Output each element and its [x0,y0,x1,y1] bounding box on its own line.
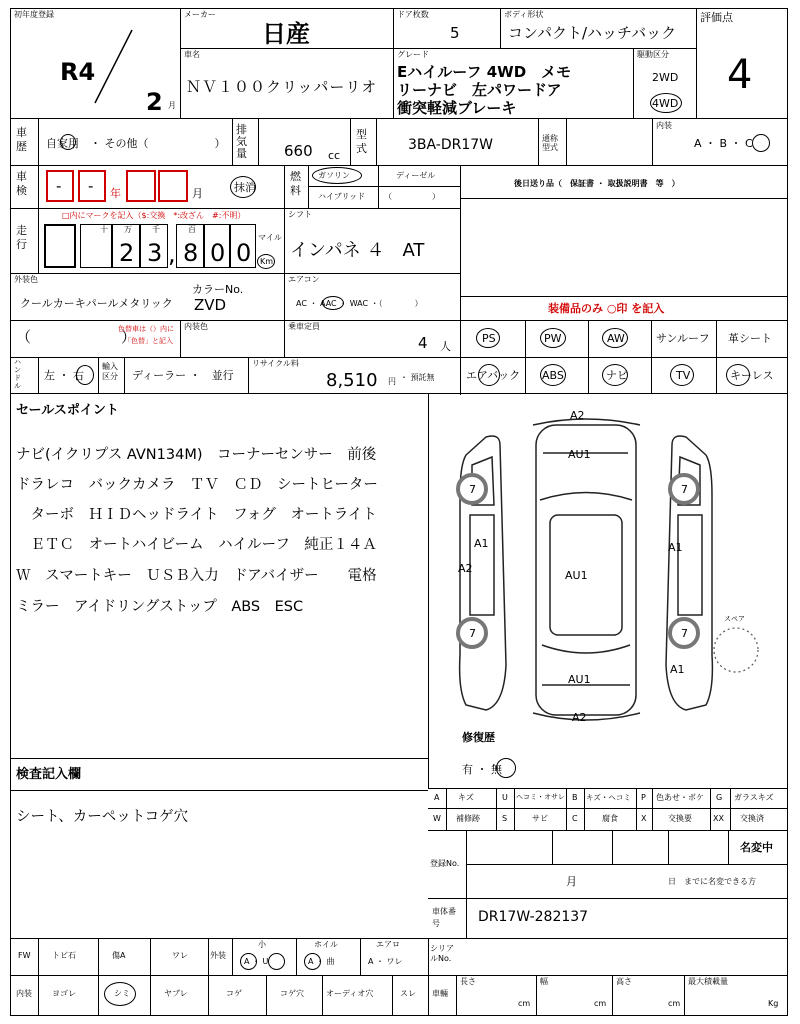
inspection-expired-circle [230,176,256,198]
equipment-tv: TV [676,369,691,382]
drive-4wd-circle [650,93,682,113]
legend-code: XX [713,814,724,823]
legend-desc: キズ [458,793,474,802]
inspection-label: 車検 [16,170,27,197]
aero-label: エアロ [376,940,400,949]
legend-desc: 交換要 [668,814,692,823]
sales-line: ターボ ＨＩＤヘッドライト フォグ オートライト [16,507,377,523]
mileage-hyaku-unit: 百 [188,225,196,234]
fw-crack-a: 傷A [112,951,126,960]
displacement-label: 排気量 [236,123,247,160]
equipment-aw: AW [607,332,625,345]
drive-label: 駆動区分 [637,50,669,59]
capacity-value: 4 [418,334,428,352]
legend-code: C [572,814,578,823]
cc-unit: cc [328,149,341,162]
equipment-abs-circle [540,364,566,386]
equipment-navi: ナビ [606,369,628,382]
legend-desc: ガラスキズ [734,793,774,802]
grade-line-1: Eハイルーフ 4WD メモ [397,63,572,81]
registration-name-change: 名変中 [740,841,773,854]
doors-value: 5 [450,24,460,42]
aircon-value: AC ・ AAC ・ WAC ・（ ） [296,299,423,308]
grade-line-2: リーナビ 左パワードア [397,81,562,99]
documents-label: 後日送り品（ 保証書 ・ 取扱説明書 等 ） [514,179,680,188]
inspection-year-box-1: - [46,170,74,202]
inspection-year-box-2: - [78,170,106,202]
interior-burn-hole: コゲ穴 [280,989,304,998]
mile-label: マイル [258,233,282,242]
inspection-expired: 抹消 [234,181,256,194]
max-load-label: 最大積載量 [688,977,728,986]
equipment-sunroof: サンルーフ [656,332,710,345]
inspection-month-box-1 [126,170,156,202]
inspection-note: シート、カーペットコゲ穴 [16,809,189,825]
sales-line: ナビ(イクリプス AVN134M) コーナーセンサー 前後 [16,447,377,463]
displacement-value: 660 [284,142,313,160]
mark-au1-center: AU1 [565,569,588,582]
mark-au1-top: AU1 [568,448,591,461]
history-value: 自家用 ・ その他（ ） [46,137,226,150]
import-value: ディーラー ・ 並行 [132,369,234,382]
first-reg-label: 初年度登録 [14,10,54,19]
mark-wheel-rl: 7 [469,627,476,640]
exterior-color-label: 外装色 [14,275,38,284]
recycle-value: 8,510 [326,370,378,391]
sales-line: ドラレコ バックカメラ ＴＶ ＣＤ シートヒーター [16,477,378,493]
car-damage-diagram [438,405,788,735]
mileage-digit-5: 0 [204,224,230,268]
first-reg-slash [10,8,190,118]
equipment-airbag: エアバック [466,369,521,382]
small-label: 小 [258,940,266,949]
vin-label: 車体番号 [432,907,456,928]
equipment-tv-circle [670,364,694,386]
interior-burn: コゲ [226,989,242,998]
handle-value: 左 ・ 右 [44,369,84,382]
fw-crack: ワレ [172,951,188,960]
color-change-note-1: 色替車は（）内に [118,325,174,333]
equipment-abs: ABS [542,369,564,382]
bottom-interior-label: 内装 [16,989,32,998]
model-value: 3BA-DR17W [408,137,493,153]
fw-label: FW [18,951,31,960]
history-label: 車歴 [16,126,27,153]
legend-code: U [502,793,508,802]
repair-label: 修復歴 [462,731,495,744]
first-reg-era: R4 [60,58,96,86]
equipment-keyless-circle [726,364,750,386]
capacity-label: 乗車定員 [288,322,320,331]
legend-code: A [434,793,440,802]
interior-color-label: 内装色 [184,322,208,331]
registration-month-unit: 月 [566,875,577,888]
sales-line: Ｗ スマートキー ＵＳＢ入力 ドアバイザー 電格 [16,568,377,584]
registration-label: 登録No. [430,859,460,868]
km-circle [257,254,275,269]
wheel-value: A ・ 曲 [308,957,335,966]
repair-value: 有 ・ 無 [462,763,502,776]
equipment-navi-circle [602,364,628,386]
legend-desc: キズ・ヘコミ [586,793,631,802]
legend-code: W [433,814,441,823]
dimensions-label: 車輛 [432,989,448,998]
equipment-airbag-circle [478,364,500,386]
legend-code: X [641,814,647,823]
inspection-month-box-2 [158,170,188,202]
grade-line-3: 衝突軽減ブレーキ [397,99,517,117]
mark-wheel-rr: 7 [681,627,688,640]
first-reg-month: 2 [146,88,163,116]
capacity-unit: 人 [440,340,451,353]
vin-value: DR17W-282137 [478,909,589,925]
drive-4wd: 4WD [652,97,679,110]
fuel-diesel: ディーゼル [396,171,436,180]
color-change-note-2: 「色替」と記入 [124,337,173,345]
body-type-value: コンパクト/ハッチバック [508,24,677,42]
mark-left-a2: A2 [458,562,473,575]
history-private-circle [60,134,76,150]
sales-title: セールスポイント [16,403,119,418]
equipment-keyless: キーレス [730,369,774,382]
wheel-label: ホイル [314,940,338,949]
equipment-ps-circle [476,328,500,348]
car-name-label: 車名 [184,50,200,59]
mileage-digit-4: 8 [176,224,204,268]
import-label: 輸入区分 [102,362,118,381]
score-value: 4 [727,52,753,98]
mileage-mark-box [44,224,76,268]
legend-desc: 補修跡 [456,814,480,823]
aircon-aac-circle [322,296,344,310]
sales-line: ミラー アイドリングストップ ABS ESC [16,599,304,615]
inspection-month-unit: 月 [192,187,203,200]
recycle-yen-unit: 円 [388,377,396,386]
max-load-kg: Kg [768,999,779,1008]
width-cm: cm [594,999,607,1008]
interior-stain: シミ [114,989,130,998]
legend-desc: ヘコミ・オサレ [516,793,565,801]
bottom-exterior-label: 外装 [210,951,226,960]
fuel-gasoline: ガソリン [318,171,350,180]
width-label: 幅 [540,977,548,986]
km-label: Km [260,257,274,266]
mark-left-a1: A1 [474,537,489,550]
sales-line: ＥＴＣ オートハイビーム ハイルーフ 純正１４Ａ [16,537,377,553]
interior-stain-circle [104,982,136,1006]
inspection-year-unit: 年 [110,187,121,200]
exterior-color-value: クールカーキパールメタリック [20,297,173,310]
interior-grade-value: A ・ B ・ C [694,137,753,150]
length-cm: cm [518,999,531,1008]
body-type-label: ボディ形状 [504,10,544,19]
color-no-label: カラーNo. [192,283,244,296]
first-reg-month-unit: 月 [168,101,176,110]
shift-label: シフト [288,210,312,219]
model-label: 型式 [356,128,367,155]
maker-value: 日産 [262,20,310,48]
common-model-label: 通称型式 [542,134,558,152]
equipment-pw-circle [540,328,566,348]
shift-value: インパネ ４ AT [290,240,425,261]
drive-2wd: 2WD [652,71,679,84]
interior-tear: ヤブレ [164,989,188,998]
car-name-value: ＮＶ１００クリッパーリオ [186,78,378,96]
grade-label: グレード [397,50,429,59]
mileage-ju-unit: 十 [100,225,108,234]
maker-label: メーカー [184,10,216,19]
color-change-value: （ ） [16,328,137,346]
fuel-other: （ ） [384,192,440,201]
mark-wheel-fl: 7 [469,483,476,496]
height-cm: cm [668,999,681,1008]
repair-none-circle [496,758,516,778]
inspection-title: 検査記入欄 [16,767,82,782]
mark-top-a2: A2 [570,409,585,422]
small-value: A ・ U [244,957,269,966]
handle-right-circle [76,365,94,385]
legend-code: B [572,793,578,802]
legend-code: P [641,793,646,802]
mileage-digit-2: 2 [112,224,140,268]
mark-au1-bottom: AU1 [568,673,591,686]
interior-grade-label: 内装 [656,121,672,130]
mark-right-a1-rear: A1 [670,663,685,676]
interior-scratch: スレ [400,989,416,998]
fuel-hybrid: ハイブリッド [318,192,366,201]
color-no-value: ZVD [194,296,227,314]
length-label: 長さ [460,977,476,986]
mark-right-a1: A1 [668,541,683,554]
fw-chip: トビ石 [52,951,76,960]
aero-value: A ・ ワレ [368,957,403,966]
wheel-a-circle [304,953,321,970]
equipment-leather: 革シート [728,332,772,345]
small-a-circle [240,953,257,970]
registration-day-note: 日 までに名変できる方 [668,877,756,886]
mileage-label: 走行 [16,224,27,251]
interior-grade-c-circle [752,134,770,152]
mileage-digit-3: 3 [140,224,168,268]
equipment-pw: PW [544,332,562,345]
legend-code: G [716,793,723,802]
score-label: 評価点 [700,11,733,24]
recycle-label: リサイクル料 [252,359,299,368]
mileage-man-unit: 万 [124,225,132,234]
recycle-deposit: ・ 預託無 [400,373,435,382]
equipment-note: 装備品のみ ○印 を記入 [548,302,665,315]
legend-desc: 腐食 [602,814,618,823]
legend-code: S [502,814,508,823]
mileage-note: □内にマークを記入（$:交換 *:改ざん #:不明） [62,211,246,220]
equipment-ps: PS [482,332,496,345]
legend-desc: 交換済 [740,814,764,823]
mileage-comma: , [168,240,176,268]
handle-label: ハンドル [14,358,21,390]
interior-dirt: ヨゴレ [52,989,76,998]
spare-label: スペア [724,615,745,623]
mark-wheel-fr: 7 [681,483,688,496]
legend-desc: 色あせ・ボケ [656,793,704,802]
doors-label: ドア枚数 [397,10,429,19]
legend-desc: サビ [532,814,548,823]
equipment-aw-circle [602,328,628,348]
fuel-gasoline-circle [312,167,362,184]
serial-label: シリアルNo. [430,944,454,963]
mileage-sen-unit: 千 [152,225,160,234]
mark-bottom-a2: A2 [572,711,587,724]
small-u-circle [268,953,285,970]
interior-audio-hole: オーディオ穴 [326,989,374,998]
aircon-label: エアコン [288,275,320,284]
height-label: 高さ [616,977,632,986]
fuel-label: 燃料 [290,170,301,197]
mileage-digit-6: 0 [230,224,256,268]
